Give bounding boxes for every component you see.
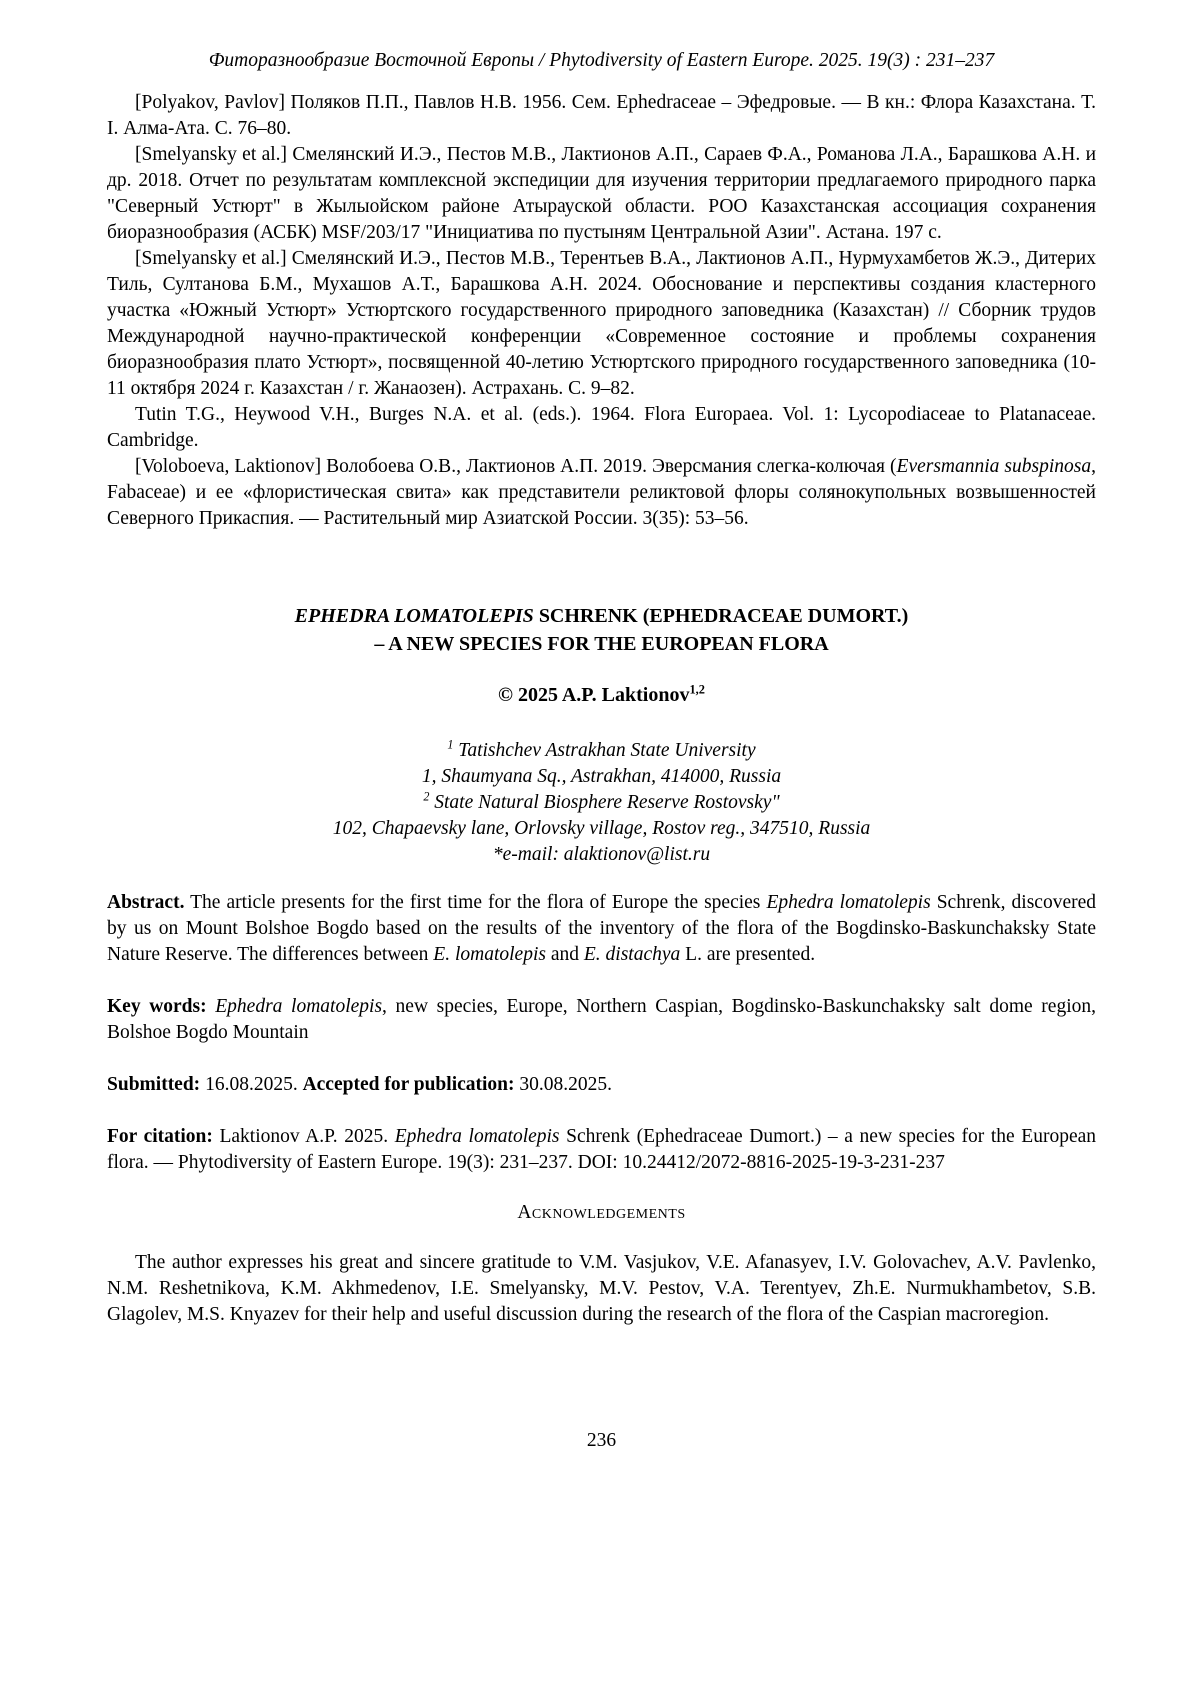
citation-label: For citation: (107, 1126, 213, 1147)
copyright-text: © 2025 A.P. Laktionov (498, 684, 690, 706)
abstract-text: The article presents for the first time for the flora of Europe the species (184, 892, 767, 913)
reference-text: Tutin T.G., Heywood V.H., Burges N.A. et al. (eds.). 1964. Flora Europaea. Vol. 1: Lycopodiaceae to Platanaceae. Cambridge. (107, 404, 1096, 451)
reference-text: , Fabaceae) и ее «флористическая свита» как представители реликтовой флоры солянокупольных возвышенностей Северного Прикаспия. — Растительный мир Азиатской России. 3(35): 53–56. (107, 456, 1096, 529)
affiliation-2-name: State Natural Biosphere Reserve Rostovsky" (429, 792, 780, 813)
submitted-label: Submitted: (107, 1074, 201, 1095)
species-name: Ephedra lomatolepis (394, 1126, 560, 1147)
title-line2: – A NEW SPECIES FOR THE EUROPEAN FLORA (374, 633, 829, 655)
affiliation-1-name: Tatishchev Astrakhan State University (453, 740, 756, 761)
species-name: Ephedra lomatolepis (766, 892, 931, 913)
reference-text: [Polyakov, Pavlov] Поляков П.П., Павлов Н.В. 1956. Сем. Ephedraceae – Эфедровые. — В кн.: Флора Казахстана. Т. I. Алма-Ата. С. 76–80. (107, 92, 1096, 139)
abstract-text: Schrenk, discovered by us on Mount Bolshoe Bogdo based on the results of the inventory of the flora of the Bogdinsko-Baskunchaksky State Nature Reserve. The differences between (107, 892, 1096, 965)
author-affiliation-superscript: 1,2 (689, 682, 705, 697)
copyright-line (107, 682, 1096, 708)
species-name: E. lomatolepis (433, 944, 546, 965)
reference-polyakov (107, 90, 1096, 142)
acknowledgements-paragraph: The author expresses his great and sincere gratitude to V.M. Vasjukov, V.E. Afanasyev, I.V. Golovachev, A.V. Pavlenko, N.M. Reshetnikova, K.M. Akhmedenov, I.E. Smelyansky, M.V. Pestov, V.A. Terentyev, Zh.E. Nurmukhambetov, S.B. Glagolev, M.S. Knyazev for their help and useful discussion during the research of the flora of the Caspian macroregion. (107, 1252, 1096, 1325)
affiliation-2-address: 102, Chapaevsky lane, Orlovsky village, Rostov reg., 347510, Russia (332, 818, 871, 839)
dates-line (107, 1072, 1096, 1098)
species-name: E. distachya (583, 944, 681, 965)
citation-paragraph (107, 1124, 1096, 1176)
page-number: 236 (586, 1430, 617, 1451)
reference-voloboeva (107, 454, 1096, 532)
affiliation-1-address: 1, Shaumyana Sq., Astrakhan, 414000, Russia (421, 766, 782, 787)
abstract-paragraph (107, 890, 1096, 968)
references-section (107, 90, 1096, 532)
title-text: SCHRENK (EPHEDRACEAE DUMORT.) (533, 605, 909, 627)
keywords-paragraph (107, 994, 1096, 1046)
author-email: *e-mail: alaktionov@list.ru (492, 844, 711, 865)
keywords-text: , new species, Europe, Northern Caspian, Bogdinsko-Baskunchaksky salt dome region, Bolshoe Bogdo Mountain (107, 996, 1096, 1043)
reference-text: [Voloboeva, Laktionov] Волобоева О.В., Лактионов А.П. 2019. Эверсмания слегка-колючая ( (135, 456, 897, 477)
title-species-name: EPHEDRA LOMATOLEPIS (294, 605, 534, 627)
accepted-date: 30.08.2025. (514, 1074, 613, 1095)
journal-header: Фиторазнообразие Восточной Европы / Phytodiversity of Eastern Europe. 2025. 19(3) : 231–237 (208, 50, 995, 71)
acknowledgements-heading: Acknowledgements (517, 1202, 686, 1223)
affiliation-2 (107, 790, 1096, 816)
abstract-text: and (545, 944, 584, 965)
abstract-label: Abstract. (107, 892, 185, 913)
keywords-label: Key words: (107, 996, 207, 1017)
reference-tutin (107, 402, 1096, 454)
reference-smelyansky-2024 (107, 246, 1096, 402)
citation-text: Laktionov A.P. 2025. (212, 1126, 395, 1147)
species-name: Ephedra lomatolepis (206, 996, 383, 1017)
reference-text: [Smelyansky et al.] Смелянский И.Э., Пестов М.В., Терентьев В.А., Лактионов А.П., Нурмухамбетов Ж.Э., Дитерих Тиль, Султанова Б.М., Мухашов А.Т., Барашкова А.Н. 2024. Обоснование и перспективы создания кластерного участка «Южный Устюрт» Устюртского государственного природного заповедника (Казахстан) // Сборник трудов Международной научно-практической конференции «Современное состояние и проблемы сохранения биоразнообразия плато Устюрт», посвященной 40-летию Устюртского природного государственного заповедника (10-11 октября 2024 г. Казахстан / г. Жанаозен). Астрахань. С. 9–82. (107, 248, 1096, 399)
submitted-date: 16.08.2025. (200, 1074, 303, 1095)
affiliations-block (107, 738, 1096, 868)
species-name: Eversmannia subspinosa (896, 456, 1092, 477)
reference-smelyansky-2018 (107, 142, 1096, 246)
reference-text: [Smelyansky et al.] Смелянский И.Э., Пестов М.В., Лактионов А.П., Сараев Ф.А., Романова Л.А., Барашкова А.Н. и др. 2018. Отчет по результатам комплексной экспедиции для изучения территории предлагаемого природного парка "Северный Устюрт" в Жылыойском районе Атырауской области. РОО Казахстанская ассоциация сохранения биоразнообразия (АСБК) MSF/203/17 "Инициатива по пустыням Центральной Азии". Астана. 197 с. (107, 144, 1096, 243)
affiliation-1 (107, 738, 1096, 764)
accepted-label: Accepted for publication: (302, 1074, 515, 1095)
affiliation-1-superscript: 1 (447, 737, 454, 752)
citation-text: Schrenk (Ephedraceae Dumort.) – a new species for the European flora. — Phytodiversity of Eastern Europe. 19(3): 231–237. DOI: 10.24412/2072-8816-2025-19-3-231-237 (107, 1126, 1097, 1173)
abstract-text: L. are presented. (680, 944, 816, 965)
article-title (107, 602, 1096, 658)
affiliation-2-superscript: 2 (423, 789, 430, 804)
